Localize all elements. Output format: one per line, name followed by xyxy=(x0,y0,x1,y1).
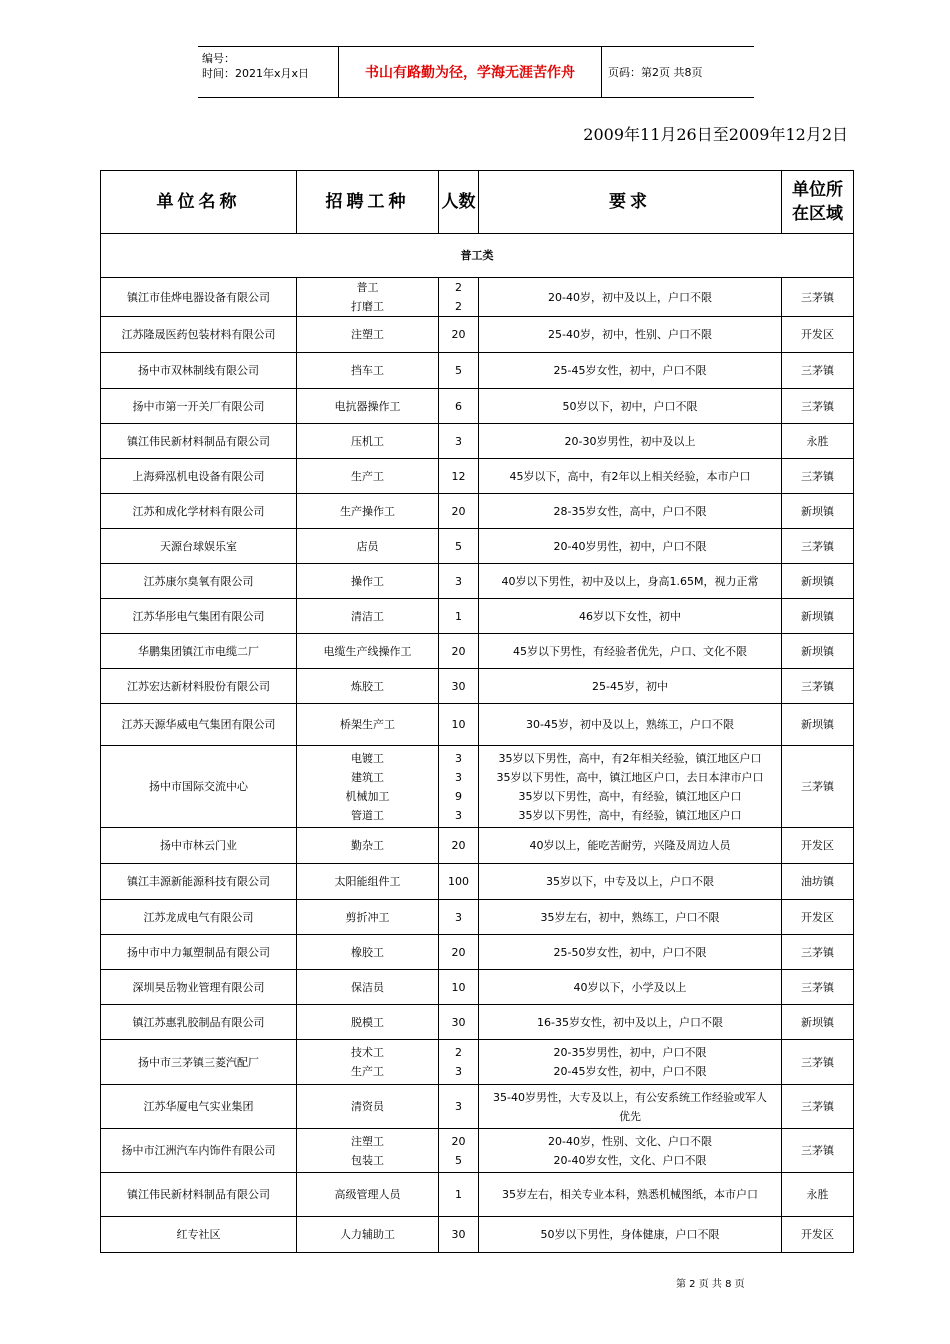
job-cell-line: 压机工 xyxy=(351,434,384,448)
table-row xyxy=(101,599,854,634)
count-cell-line: 30 xyxy=(451,1015,466,1029)
job-cell xyxy=(297,634,439,669)
requirement-cell xyxy=(479,1129,782,1173)
company-cell: 华鹏集团镇江市电缆二厂 xyxy=(101,634,297,669)
job-cell xyxy=(297,1217,439,1253)
job-cell-line: 勤杂工 xyxy=(351,839,384,852)
requirement-cell-line: 40岁以下男性，初中及以上，身高1.65M，视力正常 xyxy=(501,574,759,588)
table-row xyxy=(101,424,854,459)
area-cell: 新坝镇 xyxy=(782,494,854,529)
table-row xyxy=(101,970,854,1005)
count-cell-line: 10 xyxy=(451,980,466,994)
company-cell: 江苏天源华威电气集团有限公司 xyxy=(101,704,297,746)
count-cell-line: 2 xyxy=(455,1046,462,1059)
job-cell-line: 操作工 xyxy=(351,574,384,588)
area-cell: 永胜 xyxy=(782,1173,854,1217)
job-cell xyxy=(297,317,439,353)
requirement-cell-line: 46岁以下女性，初中 xyxy=(579,609,681,623)
job-cell-line: 机械加工 xyxy=(345,789,390,803)
table-row xyxy=(101,828,854,864)
job-cell-line: 保洁员 xyxy=(351,980,384,994)
table-row xyxy=(101,1040,854,1085)
job-cell-line: 包装工 xyxy=(351,1153,384,1167)
job-cell-line: 人力辅助工 xyxy=(340,1228,395,1241)
requirement-cell xyxy=(479,669,782,704)
area-cell: 开发区 xyxy=(782,317,854,353)
count-cell-line: 6 xyxy=(455,399,462,413)
area-cell: 开发区 xyxy=(782,828,854,864)
count-cell xyxy=(439,900,479,935)
table-row xyxy=(101,900,854,935)
job-cell-line: 注塑工 xyxy=(351,328,384,341)
job-cell xyxy=(297,389,439,424)
requirement-cell xyxy=(479,970,782,1005)
area-cell: 永胜 xyxy=(782,424,854,459)
area-cell: 三茅镇 xyxy=(782,1040,854,1085)
count-cell xyxy=(439,529,479,564)
count-cell-line: 12 xyxy=(451,469,466,483)
requirement-cell xyxy=(479,459,782,494)
section-title: 普工类 xyxy=(101,234,854,278)
area-cell: 三茅镇 xyxy=(782,529,854,564)
count-cell xyxy=(439,317,479,353)
requirement-cell xyxy=(479,935,782,970)
requirement-cell-line: 25-45岁，初中 xyxy=(592,679,668,693)
requirement-cell-line: 25-50岁女性，初中，户口不限 xyxy=(553,945,707,959)
area-cell: 新坝镇 xyxy=(782,599,854,634)
count-cell xyxy=(439,278,479,317)
company-cell: 江苏华厦电气实业集团 xyxy=(101,1085,297,1129)
area-cell: 新坝镇 xyxy=(782,564,854,599)
page-footer: 第 2 页 共 8 页 xyxy=(676,1279,745,1290)
requirement-cell-line: 20-35岁男性，初中，户口不限 xyxy=(553,1046,707,1059)
job-cell-line: 桥架生产工 xyxy=(340,718,395,731)
count-cell-line: 20 xyxy=(451,644,466,658)
requirement-cell-line: 20-40岁男性，初中，户口不限 xyxy=(553,539,707,553)
table-row xyxy=(101,704,854,746)
area-cell: 三茅镇 xyxy=(782,459,854,494)
requirement-cell-line: 35岁以下男性，高中，有经验，镇江地区户口 xyxy=(518,789,742,803)
table-row xyxy=(101,1129,854,1173)
table-row xyxy=(101,459,854,494)
job-cell-line: 生产操作工 xyxy=(340,504,395,518)
company-cell: 江苏华彤电气集团有限公司 xyxy=(101,599,297,634)
table-row xyxy=(101,278,854,317)
count-cell xyxy=(439,459,479,494)
area-cell: 三茅镇 xyxy=(782,389,854,424)
job-cell-line: 清洁工 xyxy=(351,609,384,623)
company-cell: 扬中市国际交流中心 xyxy=(101,746,297,828)
job-cell xyxy=(297,704,439,746)
count-cell-line: 3 xyxy=(455,910,462,924)
col-header-company: 单位名称 xyxy=(101,171,297,234)
table-row xyxy=(101,746,854,828)
area-cell: 三茅镇 xyxy=(782,353,854,389)
area-cell: 三茅镇 xyxy=(782,669,854,704)
count-cell-line: 5 xyxy=(455,1153,462,1167)
job-cell-line: 电缆生产线操作工 xyxy=(323,644,412,658)
requirement-cell xyxy=(479,900,782,935)
requirement-cell-line: 20-45岁女性，初中，户口不限 xyxy=(553,1065,707,1078)
company-cell: 扬中市林云门业 xyxy=(101,828,297,864)
requirement-cell xyxy=(479,1173,782,1217)
job-cell xyxy=(297,900,439,935)
job-cell-line: 电抗器操作工 xyxy=(334,399,401,413)
requirement-cell-line: 35岁以下，中专及以上，户口不限 xyxy=(546,875,714,888)
count-cell-line: 20 xyxy=(451,945,466,959)
area-cell: 新坝镇 xyxy=(782,634,854,669)
table-row xyxy=(101,935,854,970)
count-cell xyxy=(439,704,479,746)
area-cell: 新坝镇 xyxy=(782,704,854,746)
count-cell xyxy=(439,828,479,864)
count-cell xyxy=(439,1217,479,1253)
job-cell-line: 注塑工 xyxy=(351,1134,384,1148)
requirement-cell-line: 25-45岁女性，初中，户口不限 xyxy=(553,364,707,377)
count-cell-line: 5 xyxy=(455,539,462,553)
count-cell xyxy=(439,864,479,900)
requirement-cell-line: 45岁以下男性，有经验者优先，户口、文化不限 xyxy=(513,644,747,658)
requirement-cell-line: 35-40岁男性，大专及以上，有公安系统工作经验或军人 xyxy=(493,1090,767,1104)
requirement-cell-line: 20-30岁男性，初中及以上 xyxy=(564,434,696,448)
company-cell: 江苏隆晟医药包装材料有限公司 xyxy=(101,317,297,353)
page-info: 页码：第2页 共8页 xyxy=(608,66,703,79)
time-label: 时间：2021年x月x日 xyxy=(202,67,310,80)
table-row xyxy=(101,317,854,353)
requirement-cell xyxy=(479,1005,782,1040)
table-row xyxy=(101,669,854,704)
area-cell: 三茅镇 xyxy=(782,935,854,970)
requirement-cell-line: 30-45岁，初中及以上，熟练工，户口不限 xyxy=(526,718,734,731)
requirement-cell-line: 50岁以下，初中，户口不限 xyxy=(562,399,698,413)
count-cell xyxy=(439,1005,479,1040)
requirement-cell xyxy=(479,529,782,564)
count-cell-line: 3 xyxy=(455,1065,462,1078)
area-cell: 三茅镇 xyxy=(782,1129,854,1173)
requirement-cell-line: 25-40岁，初中，性别、户口不限 xyxy=(548,328,712,341)
header-meta xyxy=(198,47,338,97)
requirement-cell-line: 40岁以上，能吃苦耐劳，兴隆及周边人员 xyxy=(529,839,731,852)
count-cell xyxy=(439,634,479,669)
count-cell-line: 9 xyxy=(455,789,462,803)
count-cell xyxy=(439,564,479,599)
company-cell: 镇江伟民新材料制品有限公司 xyxy=(101,424,297,459)
job-cell xyxy=(297,746,439,828)
motto: 书山有路勤为径，学海无涯苦作舟 xyxy=(338,47,602,97)
requirement-cell-line: 40岁以下，小学及以上 xyxy=(573,980,687,994)
job-cell xyxy=(297,278,439,317)
count-cell-line: 3 xyxy=(455,1100,462,1113)
requirement-cell-line: 16-35岁女性，初中及以上，户口不限 xyxy=(537,1015,723,1029)
requirement-cell-line: 35岁左右，初中，熟练工，户口不限 xyxy=(540,910,720,924)
job-cell xyxy=(297,1129,439,1173)
number-label: 编号： xyxy=(202,52,235,65)
job-cell-line: 挡车工 xyxy=(351,364,384,377)
company-cell: 扬中市江洲汽车内饰件有限公司 xyxy=(101,1129,297,1173)
job-cell-line: 剪折冲工 xyxy=(345,910,390,924)
job-cell-line: 打磨工 xyxy=(351,300,384,313)
job-cell xyxy=(297,828,439,864)
requirement-cell xyxy=(479,828,782,864)
requirement-cell xyxy=(479,864,782,900)
requirement-cell xyxy=(479,746,782,828)
count-cell xyxy=(439,935,479,970)
table-row xyxy=(101,864,854,900)
date-range: 2009年11月26日至2009年12月2日 xyxy=(583,125,848,144)
job-cell-line: 技术工 xyxy=(351,1046,384,1059)
company-cell: 深圳昊岳物业管理有限公司 xyxy=(101,970,297,1005)
company-cell: 镇江丰源新能源科技有限公司 xyxy=(101,864,297,900)
count-cell xyxy=(439,669,479,704)
recruitment-table xyxy=(100,170,854,1253)
company-cell: 扬中市中力氟塑制品有限公司 xyxy=(101,935,297,970)
requirement-cell xyxy=(479,389,782,424)
count-cell-line: 10 xyxy=(451,718,466,731)
area-cell: 三茅镇 xyxy=(782,746,854,828)
company-cell: 红专社区 xyxy=(101,1217,297,1253)
count-cell-line: 100 xyxy=(448,875,469,888)
job-cell-line: 管道工 xyxy=(351,808,384,822)
count-cell xyxy=(439,746,479,828)
table-row xyxy=(101,1085,854,1129)
count-cell-line: 30 xyxy=(451,1228,466,1241)
table-row xyxy=(101,634,854,669)
table-row xyxy=(101,389,854,424)
job-cell-line: 高级管理人员 xyxy=(334,1188,401,1201)
job-cell-line: 脱模工 xyxy=(351,1015,384,1029)
area-cell: 开发区 xyxy=(782,900,854,935)
count-cell-line: 20 xyxy=(451,839,466,852)
col-header-count: 人数 xyxy=(439,171,479,234)
col-header-requirement: 要求 xyxy=(479,171,782,234)
table-row xyxy=(101,529,854,564)
count-cell xyxy=(439,353,479,389)
requirement-cell-line: 45岁以下，高中，有2年以上相关经验，本市户口 xyxy=(509,469,751,483)
count-cell-line: 1 xyxy=(455,1188,462,1201)
count-cell-line: 20 xyxy=(451,328,466,341)
job-cell xyxy=(297,599,439,634)
job-cell xyxy=(297,459,439,494)
requirement-cell xyxy=(479,564,782,599)
requirement-cell xyxy=(479,599,782,634)
requirement-cell-line: 35岁以下男性，高中，有经验，镇江地区户口 xyxy=(518,808,742,822)
requirement-cell-line: 20-40岁女性，文化、户口不限 xyxy=(553,1153,707,1167)
count-cell xyxy=(439,970,479,1005)
job-cell-line: 太阳能组件工 xyxy=(334,875,401,888)
count-cell xyxy=(439,1129,479,1173)
requirement-cell-line: 35岁以下男性，高中，有2年相关经验，镇江地区户口 xyxy=(498,751,762,765)
requirement-cell-line: 28-35岁女性，高中，户口不限 xyxy=(553,504,707,518)
job-cell-line: 炼胶工 xyxy=(351,679,384,693)
job-cell xyxy=(297,669,439,704)
count-cell-line: 5 xyxy=(455,364,462,377)
job-cell xyxy=(297,935,439,970)
requirement-cell xyxy=(479,1217,782,1253)
count-cell-line: 30 xyxy=(451,679,466,693)
requirement-cell-line: 35岁以下男性，高中，镇江地区户口，去日本津市户口 xyxy=(496,770,764,784)
table-row xyxy=(101,564,854,599)
job-cell-line: 生产工 xyxy=(351,469,384,483)
count-cell xyxy=(439,599,479,634)
requirement-cell xyxy=(479,353,782,389)
company-cell: 天源台球娱乐室 xyxy=(101,529,297,564)
table-row xyxy=(101,1173,854,1217)
area-cell: 油坊镇 xyxy=(782,864,854,900)
requirement-cell-line: 20-40岁，初中及以上，户口不限 xyxy=(548,290,712,304)
count-cell-line: 3 xyxy=(455,574,462,588)
requirement-cell xyxy=(479,1040,782,1085)
company-cell: 镇江市佳烨电器设备有限公司 xyxy=(101,278,297,317)
count-cell-line: 3 xyxy=(455,751,462,765)
count-cell xyxy=(439,389,479,424)
count-cell-line: 20 xyxy=(451,1134,466,1148)
company-cell: 镇江苏惠乳胶制品有限公司 xyxy=(101,1005,297,1040)
count-cell xyxy=(439,1040,479,1085)
job-cell xyxy=(297,1040,439,1085)
count-cell-line: 2 xyxy=(455,300,462,313)
requirement-cell xyxy=(479,424,782,459)
job-cell-line: 普工 xyxy=(356,281,379,294)
job-cell xyxy=(297,494,439,529)
requirement-cell xyxy=(479,278,782,317)
count-cell xyxy=(439,494,479,529)
job-cell xyxy=(297,970,439,1005)
count-cell-line: 3 xyxy=(455,434,462,448)
job-cell xyxy=(297,1005,439,1040)
requirement-cell-line: 35岁左右，相关专业本科，熟悉机械图纸，本市户口 xyxy=(502,1188,758,1201)
requirement-cell-line: 50岁以下男性，身体健康，户口不限 xyxy=(540,1228,720,1241)
count-cell-line: 1 xyxy=(455,609,462,623)
job-cell xyxy=(297,1173,439,1217)
table-row xyxy=(101,353,854,389)
count-cell xyxy=(439,1085,479,1129)
requirement-cell xyxy=(479,494,782,529)
company-cell: 江苏和成化学材料有限公司 xyxy=(101,494,297,529)
count-cell xyxy=(439,1173,479,1217)
area-cell: 开发区 xyxy=(782,1217,854,1253)
requirement-cell xyxy=(479,634,782,669)
col-header-job: 招聘工种 xyxy=(297,171,439,234)
job-cell xyxy=(297,564,439,599)
count-cell-line: 3 xyxy=(455,808,462,822)
job-cell-line: 电镀工 xyxy=(351,751,384,765)
company-cell: 扬中市双林制线有限公司 xyxy=(101,353,297,389)
company-cell: 江苏宏达新材料股份有限公司 xyxy=(101,669,297,704)
company-cell: 江苏龙成电气有限公司 xyxy=(101,900,297,935)
requirement-cell xyxy=(479,1085,782,1129)
company-cell: 镇江伟民新材料制品有限公司 xyxy=(101,1173,297,1217)
table-row xyxy=(101,1217,854,1253)
job-cell-line: 清资员 xyxy=(351,1100,384,1113)
table-row xyxy=(101,494,854,529)
job-cell xyxy=(297,864,439,900)
job-cell xyxy=(297,529,439,564)
company-cell: 上海舜泓机电设备有限公司 xyxy=(101,459,297,494)
job-cell-line: 生产工 xyxy=(351,1065,384,1078)
requirement-cell xyxy=(479,704,782,746)
requirement-cell-line: 优先 xyxy=(619,1109,641,1123)
area-cell: 新坝镇 xyxy=(782,1005,854,1040)
table-row xyxy=(101,1005,854,1040)
job-cell xyxy=(297,353,439,389)
requirement-cell-line: 20-40岁，性别、文化、户口不限 xyxy=(548,1134,712,1148)
job-cell-line: 建筑工 xyxy=(351,770,384,784)
count-cell xyxy=(439,424,479,459)
job-cell-line: 店员 xyxy=(356,539,379,553)
area-cell: 三茅镇 xyxy=(782,970,854,1005)
area-cell: 三茅镇 xyxy=(782,278,854,317)
section-row xyxy=(101,234,854,278)
job-cell-line: 橡胶工 xyxy=(351,945,384,959)
area-cell: 三茅镇 xyxy=(782,1085,854,1129)
job-cell xyxy=(297,424,439,459)
company-cell: 扬中市第一开关厂有限公司 xyxy=(101,389,297,424)
requirement-cell xyxy=(479,317,782,353)
count-cell-line: 3 xyxy=(455,770,462,784)
page-header xyxy=(198,46,754,98)
count-cell-line: 20 xyxy=(451,504,466,518)
company-cell: 江苏康尔臭氧有限公司 xyxy=(101,564,297,599)
count-cell-line: 2 xyxy=(455,281,462,294)
company-cell: 扬中市三茅镇三菱汽配厂 xyxy=(101,1040,297,1085)
job-cell xyxy=(297,1085,439,1129)
col-header-area: 单位所在区域 xyxy=(782,171,854,234)
table-header-row xyxy=(101,171,854,234)
